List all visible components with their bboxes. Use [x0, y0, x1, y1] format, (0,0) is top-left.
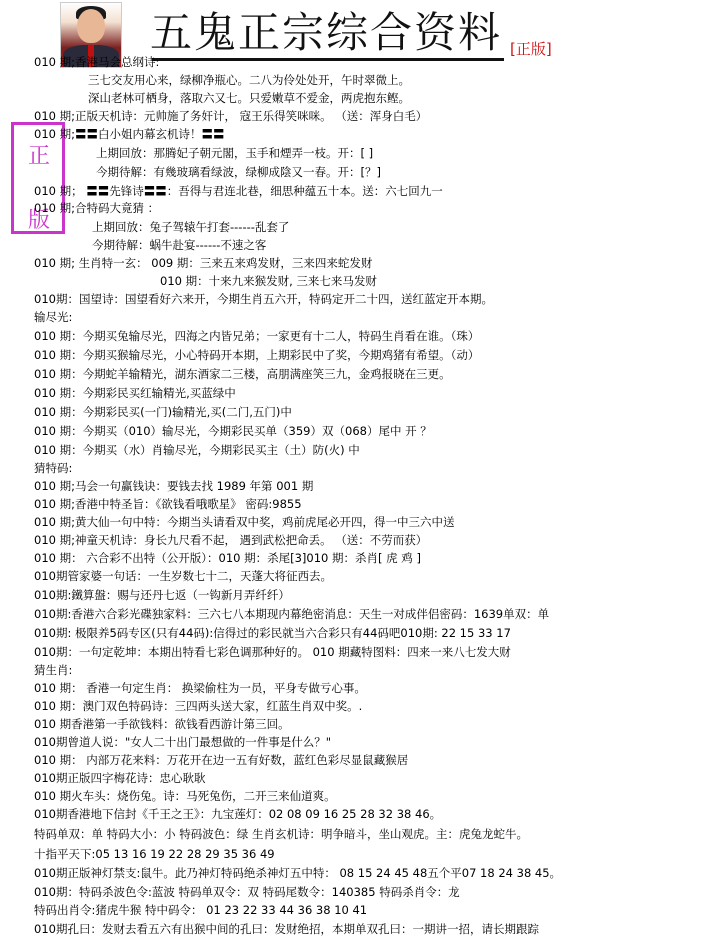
text-line: 010 期：今期买（010）输尽光，今期彩民买单（359）双（068）尾中 开 ？ — [34, 424, 432, 438]
text-line: 010期：特码杀波色令:蓝波 特码单双令：双 特码尾数令：140385 特码杀肖令：龙 — [34, 885, 460, 899]
text-line: 010 期火车头：烧伤兔。诗：马死兔伤，二开三来仙道爽。 — [34, 789, 336, 803]
text-line: 010 期：今期彩民买红输精光,买蓝绿中 — [34, 386, 236, 400]
text-line: 010 期;〓〓白小姐内幕玄机诗！〓〓 — [34, 127, 225, 141]
text-line: 输尽光: — [34, 310, 73, 324]
text-line: 010 期：十来九来猴发财, 三来七来马发财 — [160, 274, 377, 288]
title-underline — [152, 58, 504, 61]
text-line: 猜生肖: — [34, 663, 73, 677]
text-line: 010 期;马会一句赢钱诀：要钱去找 1989 年第 001 期 — [34, 479, 314, 493]
text-line: 010期管家婆一句话：一生岁数七十二，天蓬大将征西去。 — [34, 569, 332, 583]
text-line: 010 期; 生肖特一玄： 009 期：三来五来鸡发财，三来四来蛇发财 — [34, 256, 373, 270]
text-line: 010 期： 内部万花来料：万花开在边一五有好数，蓝红色彩尽显鼠藏猴居 — [34, 753, 409, 767]
text-line: 010期正版四字梅花诗：忠心耿耿 — [34, 771, 206, 785]
text-line: 010 期;香港马会总纲诗: — [34, 55, 160, 69]
text-line: 010期香港地下信封《千王之王》：九宝莲灯：02 08 09 16 25 28 32 38 46。 — [34, 807, 442, 821]
text-line: 今期待解：有幾玻璃看绿波，绿柳成陰又一春。开：[？] — [96, 165, 381, 179]
text-line: 010 期;香港中特圣旨：《欲钱看哦歌星》 密码:9855 — [34, 497, 302, 511]
text-line: 特码单双：单 特码大小：小 特码波色：绿 生肖玄机诗：明争暗斗，坐山观虎。主：虎兔龙蛇牛。 — [34, 827, 528, 841]
text-line: 010 期;合特码大竟猜 ： — [34, 201, 160, 215]
text-line: 上期回放：兔子驾辕午打套------乱套了 — [92, 220, 290, 234]
text-line: 特码出肖令:猪虎牛猴 特中码令： 01 23 22 33 44 36 38 10 41 — [34, 903, 368, 917]
text-line: 010 期：今期彩民买(一门)输精光,买(二门,五门)中 — [34, 405, 292, 419]
text-line: 010期: 极限养5码专区(只有44码):信得过的彩民就当六合彩只有44码吧010期: 22 15 33 17 — [34, 626, 511, 640]
text-line: 三七交友用心来，绿柳净瓶心。二八为伶处处开，午时翠微上。 — [88, 73, 410, 87]
edition-badge: [正版] — [510, 40, 552, 58]
text-line: 010期:鐵算盤：赐与还丹七返（一钩新月弄纤纤） — [34, 588, 290, 602]
text-line: 010 期：今期买兔输尽光，四海之内皆兄弟；一家更有十二人，特码生肖看在谁。（珠） — [34, 329, 480, 343]
text-line: 010 期： 六合彩不出特（公开版）：010 期：杀尾[3]010 期：杀肖[ 虎 鸡 ] — [34, 551, 421, 565]
text-line: 上期回放：那腾妃子朝元閣，玉手和煙弄一枝。开：[ ] — [96, 146, 374, 160]
page-title: 五鬼正宗综合资料 — [150, 8, 503, 57]
text-line: 010 期：今期买（水）肖输尽光，今期彩民买主（土）防(火) 中 — [34, 443, 360, 457]
text-line: 010期正版神灯禁支:鼠牛。此乃神灯特码绝杀神灯五中特： 08 15 24 45 48五个平07 18 24 38 45。 — [34, 866, 562, 880]
text-line: 010 期； 〓〓先锋诗〓〓：吾得与君连北巷，细思种蕴五十本。送：六七回九一 — [34, 184, 443, 198]
stamp-char: 版 — [28, 208, 51, 233]
text-line: 010 期： 香港一句定生肖： 换梁偷柱为一员，平身专做亏心事。 — [34, 681, 366, 695]
text-line: 010期:香港六合彩光碟独家料：三六七八本期现内幕绝密消息：天生一对成伴侣密码：1639单双：单 — [34, 607, 550, 621]
text-line: 010 期香港第一手欲钱料：欲钱看西游计第三回。 — [34, 717, 290, 731]
text-line: 今期待解：蜗牛赴宴------不速之客 — [92, 238, 267, 252]
text-line: 010 期：澳门双色特码诗：三四两头送大家，红蓝生肖双中奖。. — [34, 699, 363, 713]
stamp-char: 正 — [28, 144, 51, 169]
text-line: 010 期;神童天机诗：身长九尺看不起， 遇到武松把命丢。 （送：不劳而获） — [34, 533, 428, 547]
text-line: 猜特码: — [34, 461, 73, 475]
text-line: 010期：国望诗：国望看好六来开，今期生肖五六开，特码定开二十四，送红蓝定开本期。 — [34, 292, 493, 306]
text-line: 十指平天下:05 13 16 19 22 28 29 35 36 49 — [34, 847, 275, 861]
text-line: 010期：一句定乾坤：本期出特看七彩色调那种好的。 010 期藏特图料：四来一来八七发大财 — [34, 645, 511, 659]
text-line: 010 期;黄大仙一句中特：今期当头请看双中奖，鸡前虎尾必开四，得一中三六中送 — [34, 515, 455, 529]
text-line: 010 期：今期买猴输尽光，小心特码开本期，上期彩民中了奖，今期鸡猪有希望。（动） — [34, 348, 480, 362]
text-line: 010期曾道人说："女人二十出门最想做的一件事是什么？" — [34, 735, 332, 749]
text-line: 010 期：今期蛇羊输精光，湖东酒家二三楼，高朋满座笑三九，金鸡报晓在三更。 — [34, 367, 451, 381]
text-line: 010期孔曰：发财去看五六有出猴中间的孔曰：发财绝招，本期单双孔曰：一期讲一招，请长期跟踪 — [34, 922, 539, 936]
text-line: 010 期;正版天机诗：元帅施了务奸计， 寇王乐得笑咪咪。 （送：浑身白毛） — [34, 109, 428, 123]
text-line: 深山老林可栖身，落取六又七。只爱嫩草不爱金，两虎抱东鲣。 — [88, 91, 410, 105]
